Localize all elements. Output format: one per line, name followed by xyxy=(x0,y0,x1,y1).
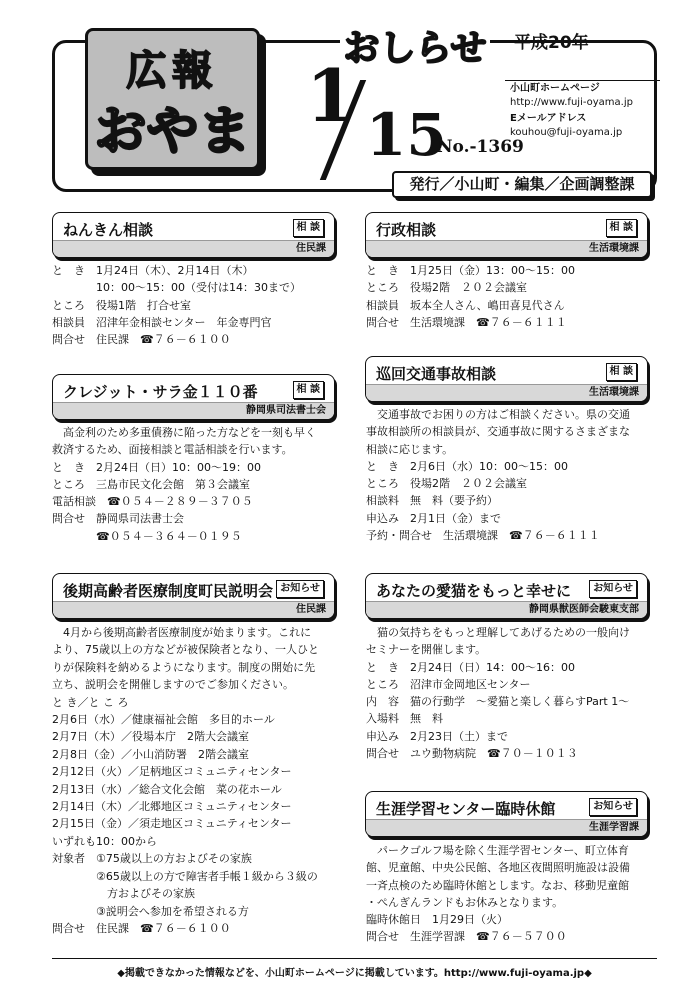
koki-line: ②65歳以上の方で障害者手帳１級から３級の xyxy=(52,869,318,883)
koki-dept: 住民課 xyxy=(53,601,334,618)
neko-line: 内 容 猫の行動学 ～愛猫と楽しく暮らすPart 1～ xyxy=(366,695,630,709)
shogai-body xyxy=(366,842,656,946)
neko-line: 申込み 2月23日（土）まで xyxy=(366,729,508,743)
masthead-logo xyxy=(85,28,260,170)
nenkin-title: ねんきん相談 xyxy=(63,221,154,239)
kotsu-line: 予約・問合せ 生活環境課 ☎７６－６１１１ xyxy=(366,529,600,543)
credit-line: と き 2月24日（日）10：00～19：00 xyxy=(52,460,261,474)
email-address[interactable]: kouhou@fuji-oyama.jp xyxy=(510,127,623,138)
credit-dept: 静岡県司法書士会 xyxy=(53,402,334,419)
shogai-title: 生涯学習センター臨時休館 xyxy=(376,800,556,818)
kotsu-line: 相談に応じます。 xyxy=(366,442,454,456)
gyosei-line: 相談員 坂本全人さん、嶋田喜見代さん xyxy=(366,298,565,312)
shogai-line: パークゴルフ場を除く生涯学習センター、町立体育 xyxy=(366,844,629,857)
koki-title: 後期高齢者医療制度町民説明会 xyxy=(63,582,274,600)
neko-card xyxy=(365,573,648,619)
neko-body xyxy=(366,624,656,762)
contact-info xyxy=(510,82,633,140)
koki-line: 2月6日（水）／健康福祉会館 多目的ホール xyxy=(52,713,275,727)
shogai-tag: お知らせ xyxy=(589,798,637,816)
koki-line: と き／と こ ろ xyxy=(52,695,129,709)
credit-line: 救済するため、面接相談と電話相談を行います。 xyxy=(52,443,293,457)
kotsu-line: と き 2月6日（水）10：00～15：00 xyxy=(366,459,568,473)
footer-notice: ◆掲載できなかった情報などを、小山町ホームページに掲載しています。http://www.fuji-oyama.jp◆ xyxy=(117,968,592,979)
kotsu-dept: 生活環境課 xyxy=(366,384,647,401)
credit-line: 問合せ 静岡県司法書士会 xyxy=(52,512,184,526)
kotsu-line: 相談料 無 料（要予約） xyxy=(366,494,498,508)
koki-line: 方およびその家族 xyxy=(52,887,195,901)
gyosei-card xyxy=(365,212,648,258)
shogai-card xyxy=(365,791,648,837)
kotsu-title: 巡回交通事故相談 xyxy=(376,365,497,383)
nenkin-card xyxy=(52,212,335,258)
koki-body xyxy=(52,624,342,937)
era-year: 平成20年 xyxy=(514,33,589,53)
nenkin-tag: 相 談 xyxy=(293,219,324,237)
koki-line: 対象者 ①75歳以上の方およびその家族 xyxy=(52,852,252,866)
credit-body xyxy=(52,424,342,545)
shogai-dept: 生涯学習課 xyxy=(366,819,647,836)
neko-line: ところ 沼津市金岡地区センター xyxy=(366,677,531,691)
koki-line: 2月14日（木）／北郷地区コミュニティセンター xyxy=(52,800,292,814)
credit-line: 高金利のため多重債務に陥った方などを一刻も早く xyxy=(52,426,316,439)
issue-day: 15 xyxy=(366,101,447,169)
contact-divider xyxy=(505,80,660,81)
shogai-line: 館、児童館、中央公民館、各地区夜間照明施設は設備 xyxy=(366,861,630,875)
koki-card xyxy=(52,573,335,619)
kotsu-body xyxy=(366,406,656,544)
credit-tag: 相 談 xyxy=(293,381,324,399)
homepage-url[interactable]: http://www.fuji-oyama.jp xyxy=(510,97,633,108)
nenkin-dept: 住民課 xyxy=(53,240,334,257)
nenkin-line: 10：00～15：00（受付は14：30まで） xyxy=(52,281,301,295)
shogai-line: 問合せ 生涯学習課 ☎７６－５７００ xyxy=(366,930,567,944)
gyosei-line: 問合せ 生活環境課 ☎７６－６１１１ xyxy=(366,315,567,329)
gyosei-line: ところ 役場2階 ２０２会議室 xyxy=(366,281,527,295)
koki-line: 2月8日（金）／小山消防署 2階会議室 xyxy=(52,747,249,761)
kotsu-line: 事故相談所の相談員が、交通事故に関するさまざまな xyxy=(366,425,630,439)
koki-line: 4月から後期高齢者医療制度が始まります。これに xyxy=(52,626,312,639)
credit-title: クレジット・サラ金１１０番 xyxy=(63,383,258,401)
nenkin-line: 相談員 沼津年金相談センター 年金専門官 xyxy=(52,315,272,329)
nenkin-line: と き 1月24日（木）、2月14日（木） xyxy=(52,264,254,277)
koki-line: 2月12日（火）／足柄地区コミュニティセンター xyxy=(52,765,292,779)
koki-line: 立ち、説明会を開催しますのでご参加ください。 xyxy=(52,678,294,692)
credit-card xyxy=(52,374,335,420)
kotsu-tag: 相 談 xyxy=(606,363,637,381)
nenkin-body xyxy=(52,262,342,348)
neko-title: あなたの愛猫をもっと幸せに xyxy=(376,582,572,600)
oshirase-heading: おしらせ xyxy=(340,26,490,72)
nenkin-line: 問合せ 住民課 ☎７６－６１００ xyxy=(52,333,231,347)
credit-line: 電話相談 ☎０５４－２８９－３７０５ xyxy=(52,495,253,509)
gyosei-body xyxy=(366,262,656,331)
koki-line: りが保険料を納めるようになります。制度の開始に先 xyxy=(52,660,316,674)
koki-line: いずれも10：00から xyxy=(52,834,157,848)
neko-line: 入場料 無 料 xyxy=(366,712,443,726)
homepage-label: 小山町ホームページ xyxy=(510,83,600,94)
publisher-box: 発行／小山町・編集／企画調整課 xyxy=(392,171,652,198)
kotsu-line: 交通事故でお困りの方はご相談ください。県の交通 xyxy=(366,408,630,421)
footer-divider xyxy=(52,958,657,959)
gyosei-tag: 相 談 xyxy=(606,219,637,237)
issue-month: 1 xyxy=(306,53,357,138)
gyosei-dept: 生活環境課 xyxy=(366,240,647,257)
nenkin-line: ところ 役場1階 打合せ室 xyxy=(52,298,191,312)
credit-line: ☎０５４－３６４－０１９５ xyxy=(52,529,242,543)
koki-line: より、75歳以上の方などが被保険者となり、一人ひと xyxy=(52,643,319,657)
neko-line: セミナーを開催します。 xyxy=(366,643,487,657)
issue-number: No.-1369 xyxy=(437,137,524,157)
koki-tag: お知らせ xyxy=(276,580,324,598)
neko-line: と き 2月24日（日）14：00～16：00 xyxy=(366,660,575,674)
gyosei-line: と き 1月25日（金）13：00～15：00 xyxy=(366,264,575,277)
credit-line: ところ 三島市民文化会館 第３会議室 xyxy=(52,477,250,491)
neko-line: 猫の気持ちをもっと理解してあげるための一般向け xyxy=(366,626,630,639)
koki-line: 2月7日（木）／役場本庁 2階大会議室 xyxy=(52,730,249,744)
logo-title-top: 広報 xyxy=(126,48,219,94)
logo-title-bottom: おやま xyxy=(94,102,251,162)
neko-dept: 静岡県獣医師会駿東支部 xyxy=(366,601,647,618)
shogai-line: 臨時休館日 1月29日（火） xyxy=(366,913,508,927)
kotsu-card xyxy=(365,356,648,402)
koki-line: 2月13日（水）／総合文化会館 菜の花ホール xyxy=(52,782,282,796)
kotsu-line: 申込み 2月1日（金）まで xyxy=(366,511,501,525)
shogai-line: 一斉点検のため臨時休館とします。なお、移動児童館 xyxy=(366,878,630,892)
koki-line: 問合せ 住民課 ☎７６－６１００ xyxy=(52,921,231,935)
koki-line: 2月15日（金）／須走地区コミュニティセンター xyxy=(52,817,292,831)
shogai-line: ・ぺんぎんランドもお休みとなります。 xyxy=(366,895,564,909)
gyosei-title: 行政相談 xyxy=(376,221,437,239)
kotsu-line: ところ 役場2階 ２０２会議室 xyxy=(366,477,527,491)
neko-line: 問合せ ユウ動物病院 ☎７０－１０１３ xyxy=(366,747,578,761)
neko-tag: お知らせ xyxy=(589,580,637,598)
email-label: Eメールアドレス xyxy=(510,113,587,124)
koki-line: ③説明会へ参加を希望される方 xyxy=(52,904,249,918)
